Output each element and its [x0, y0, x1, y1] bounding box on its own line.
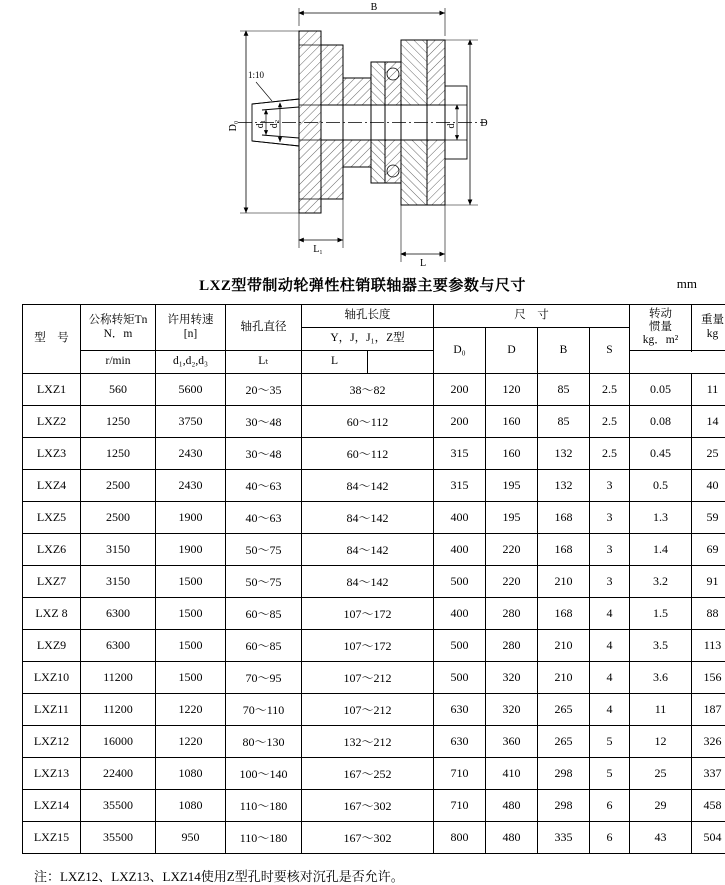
- cell-D0: 710: [434, 758, 486, 790]
- cell-speed: 2430: [156, 438, 226, 470]
- page-title: LXZ型带制动轮弹性柱销联轴器主要参数与尺寸: [0, 274, 725, 295]
- cell-D0: 400: [434, 502, 486, 534]
- cell-bore: 30～48: [226, 406, 302, 438]
- cell-model: LXZ7: [23, 566, 81, 598]
- cell-S: 3: [590, 566, 630, 598]
- cell-D0: 315: [434, 470, 486, 502]
- cell-mass: 458: [692, 790, 725, 822]
- th-torque-spacer: [368, 351, 434, 374]
- cell-D0: 400: [434, 534, 486, 566]
- cell-len: 84～142: [302, 534, 434, 566]
- cell-inertia: 3.2: [630, 566, 692, 598]
- cell-inertia: 0.05: [630, 374, 692, 406]
- cell-speed: 1220: [156, 694, 226, 726]
- cell-S: 4: [590, 630, 630, 662]
- table-row: [23, 790, 725, 822]
- cell-D0: 630: [434, 726, 486, 758]
- th-torque-line1: 公称转矩Tn: [81, 314, 155, 327]
- header-row-1: [23, 305, 725, 328]
- unit-label: mm: [677, 276, 697, 292]
- cell-S: 6: [590, 790, 630, 822]
- table-row: [23, 598, 725, 630]
- cell-inertia: 11: [630, 694, 692, 726]
- table-row: [23, 374, 725, 406]
- cell-D: 160: [486, 438, 538, 470]
- cell-len: 84～142: [302, 470, 434, 502]
- table-row: [23, 726, 725, 758]
- table-row: [23, 406, 725, 438]
- table-row: [23, 438, 725, 470]
- cell-speed: 3750: [156, 406, 226, 438]
- cell-B: 85: [538, 374, 590, 406]
- cell-mass: 91: [692, 566, 725, 598]
- th-mass-line2: kg: [692, 328, 725, 341]
- cell-inertia: 0.5: [630, 470, 692, 502]
- th-speed-line2: [n]: [156, 328, 225, 341]
- table-row: [23, 502, 725, 534]
- th-model: 型 号: [23, 305, 81, 374]
- table-row: [23, 630, 725, 662]
- cell-D: 360: [486, 726, 538, 758]
- table-row: [23, 662, 725, 694]
- cell-bore: 70～95: [226, 662, 302, 694]
- cell-D: 220: [486, 566, 538, 598]
- cell-mass: 326: [692, 726, 725, 758]
- cell-B: 210: [538, 566, 590, 598]
- th-L: L: [302, 351, 368, 374]
- cell-B: 298: [538, 790, 590, 822]
- cell-inertia: 0.45: [630, 438, 692, 470]
- table-row: [23, 694, 725, 726]
- cell-model: LXZ4: [23, 470, 81, 502]
- th-bore-line1: 轴孔直径: [226, 321, 301, 334]
- cell-B: 210: [538, 662, 590, 694]
- taper-label: 1:10: [248, 70, 265, 80]
- cell-S: 2.5: [590, 406, 630, 438]
- cell-speed: 2430: [156, 470, 226, 502]
- cell-inertia: 1.4: [630, 534, 692, 566]
- cell-bore: 40～63: [226, 470, 302, 502]
- cell-speed: 1500: [156, 598, 226, 630]
- cell-mass: 337: [692, 758, 725, 790]
- title-row: [0, 274, 725, 300]
- cell-D: 280: [486, 630, 538, 662]
- th-torque-line2: N．m: [81, 328, 155, 341]
- cell-model: LXZ5: [23, 502, 81, 534]
- cell-mass: 59: [692, 502, 725, 534]
- cell-B: 335: [538, 822, 590, 854]
- cell-D: 480: [486, 822, 538, 854]
- cell-S: 3: [590, 470, 630, 502]
- cell-len: 167～302: [302, 790, 434, 822]
- footnote: 注：LXZ12、LXZ13、LXZ14使用Z型孔时要核对沉孔是否允许。: [34, 866, 725, 885]
- cell-speed: 1080: [156, 790, 226, 822]
- cell-torque: 35500: [81, 790, 156, 822]
- cell-inertia: 12: [630, 726, 692, 758]
- table-head: [23, 305, 725, 374]
- cell-model: LXZ1: [23, 374, 81, 406]
- table-row: [23, 758, 725, 790]
- cell-torque: 11200: [81, 662, 156, 694]
- cell-speed: 1900: [156, 502, 226, 534]
- cell-torque: 3150: [81, 566, 156, 598]
- th-torque: [81, 305, 156, 351]
- cell-speed: 1500: [156, 630, 226, 662]
- cell-bore: 40～63: [226, 502, 302, 534]
- cell-D0: 400: [434, 598, 486, 630]
- cell-bore: 110～180: [226, 790, 302, 822]
- cell-bore: 30～48: [226, 438, 302, 470]
- spec-table-wrap: [22, 304, 703, 854]
- cell-inertia: 43: [630, 822, 692, 854]
- cell-torque: 22400: [81, 758, 156, 790]
- cell-model: LXZ2: [23, 406, 81, 438]
- cell-torque: 11200: [81, 694, 156, 726]
- cell-D0: 800: [434, 822, 486, 854]
- cell-mass: 113: [692, 630, 725, 662]
- cell-D: 320: [486, 694, 538, 726]
- cell-D: 195: [486, 470, 538, 502]
- cell-B: 265: [538, 726, 590, 758]
- cell-speed: 1080: [156, 758, 226, 790]
- cell-mass: 40: [692, 470, 725, 502]
- cell-D0: 315: [434, 438, 486, 470]
- cell-D: 195: [486, 502, 538, 534]
- cell-S: 5: [590, 726, 630, 758]
- th-dims: 尺 寸: [434, 305, 630, 328]
- cell-B: 168: [538, 598, 590, 630]
- cell-bore: 60～85: [226, 630, 302, 662]
- cell-speed: 1500: [156, 566, 226, 598]
- cell-bore: 100～140: [226, 758, 302, 790]
- cell-len: 107～212: [302, 694, 434, 726]
- cell-speed: 5600: [156, 374, 226, 406]
- cell-D0: 710: [434, 790, 486, 822]
- cell-mass: 11: [692, 374, 725, 406]
- cell-D0: 500: [434, 662, 486, 694]
- table-row: [23, 822, 725, 854]
- cell-len: 107～172: [302, 630, 434, 662]
- cell-model: LXZ13: [23, 758, 81, 790]
- cell-D0: 200: [434, 406, 486, 438]
- cell-torque: 2500: [81, 502, 156, 534]
- cell-model: LXZ6: [23, 534, 81, 566]
- dim-label-B: B: [371, 2, 378, 13]
- th-speed-unit: r/min: [81, 351, 156, 374]
- cell-len: 132～212: [302, 726, 434, 758]
- cell-D: 480: [486, 790, 538, 822]
- cell-model: LXZ11: [23, 694, 81, 726]
- cell-bore: 60～85: [226, 598, 302, 630]
- dim-label-L: L: [420, 258, 426, 269]
- cell-B: 298: [538, 758, 590, 790]
- cell-model: LXZ 8: [23, 598, 81, 630]
- cell-bore: 80～130: [226, 726, 302, 758]
- cell-speed: 950: [156, 822, 226, 854]
- coupling-drawing: [0, 0, 725, 272]
- cell-S: 2.5: [590, 374, 630, 406]
- cell-len: 107～172: [302, 598, 434, 630]
- cell-speed: 1220: [156, 726, 226, 758]
- th-borelen-type: Y，J，J₁，Z型: [302, 328, 434, 351]
- th-borelen: 轴孔长度: [302, 305, 434, 328]
- cell-model: LXZ10: [23, 662, 81, 694]
- spec-table: [22, 304, 725, 854]
- dim-label-D0: D₀: [228, 120, 239, 131]
- cell-model: LXZ14: [23, 790, 81, 822]
- th-inertia-line1: 转动: [630, 308, 691, 321]
- cell-len: 84～142: [302, 566, 434, 598]
- cell-mass: 69: [692, 534, 725, 566]
- cell-B: 168: [538, 534, 590, 566]
- cell-S: 3: [590, 534, 630, 566]
- cell-inertia: 0.08: [630, 406, 692, 438]
- cell-S: 6: [590, 822, 630, 854]
- cell-S: 4: [590, 694, 630, 726]
- cell-B: 132: [538, 470, 590, 502]
- dim-label-D: D: [480, 118, 487, 129]
- dim-label-L1: L₁: [313, 244, 323, 255]
- th-bore: [226, 305, 302, 351]
- cell-bore: 50～75: [226, 566, 302, 598]
- cell-mass: 156: [692, 662, 725, 694]
- cell-B: 85: [538, 406, 590, 438]
- cell-S: 5: [590, 758, 630, 790]
- cell-S: 2.5: [590, 438, 630, 470]
- cell-len: 107～212: [302, 662, 434, 694]
- cell-mass: 504: [692, 822, 725, 854]
- th-mass-line1: 重量: [692, 314, 725, 327]
- cell-S: 3: [590, 502, 630, 534]
- cell-speed: 1900: [156, 534, 226, 566]
- cell-D0: 630: [434, 694, 486, 726]
- table-row: [23, 534, 725, 566]
- cell-len: 60～112: [302, 438, 434, 470]
- cell-bore: 70～110: [226, 694, 302, 726]
- cell-D: 410: [486, 758, 538, 790]
- cell-torque: 6300: [81, 598, 156, 630]
- cell-mass: 14: [692, 406, 725, 438]
- cell-D: 120: [486, 374, 538, 406]
- cell-inertia: 3.5: [630, 630, 692, 662]
- cell-B: 168: [538, 502, 590, 534]
- cell-torque: 560: [81, 374, 156, 406]
- cell-D: 160: [486, 406, 538, 438]
- cell-model: LXZ15: [23, 822, 81, 854]
- cell-len: 38～82: [302, 374, 434, 406]
- cell-B: 210: [538, 630, 590, 662]
- cell-bore: 20～35: [226, 374, 302, 406]
- cell-S: 4: [590, 662, 630, 694]
- cell-D: 220: [486, 534, 538, 566]
- cell-inertia: 1.3: [630, 502, 692, 534]
- th-D: D: [486, 328, 538, 374]
- cell-D0: 200: [434, 374, 486, 406]
- cell-inertia: 3.6: [630, 662, 692, 694]
- table-body: [23, 374, 725, 854]
- cell-model: LXZ9: [23, 630, 81, 662]
- cell-D: 280: [486, 598, 538, 630]
- cell-torque: 2500: [81, 470, 156, 502]
- cell-torque: 3150: [81, 534, 156, 566]
- th-S: S: [590, 328, 630, 374]
- cell-inertia: 29: [630, 790, 692, 822]
- cell-S: 4: [590, 598, 630, 630]
- cell-len: 84～142: [302, 502, 434, 534]
- cell-mass: 88: [692, 598, 725, 630]
- dim-label-d: d: [446, 124, 457, 129]
- cell-D0: 500: [434, 566, 486, 598]
- cell-B: 132: [538, 438, 590, 470]
- cell-torque: 1250: [81, 406, 156, 438]
- th-speed-line1: 许用转速: [156, 314, 225, 327]
- th-D0: D₀: [434, 328, 486, 374]
- cell-torque: 6300: [81, 630, 156, 662]
- th-bore-sub: d₁,d₂,d₃: [156, 351, 226, 374]
- cell-mass: 187: [692, 694, 725, 726]
- table-row: [23, 470, 725, 502]
- th-inertia-line3: kg．m²: [630, 334, 691, 347]
- cell-D: 320: [486, 662, 538, 694]
- cell-bore: 50～75: [226, 534, 302, 566]
- dim-label-d1: d₁: [255, 120, 266, 129]
- cell-B: 265: [538, 694, 590, 726]
- cell-mass: 25: [692, 438, 725, 470]
- th-Lt: Lₜ: [226, 351, 302, 374]
- cell-D0: 500: [434, 630, 486, 662]
- cell-len: 167～302: [302, 822, 434, 854]
- table-row: [23, 566, 725, 598]
- cell-model: LXZ12: [23, 726, 81, 758]
- th-B: B: [538, 328, 590, 374]
- cell-torque: 16000: [81, 726, 156, 758]
- cell-len: 60～112: [302, 406, 434, 438]
- cell-speed: 1500: [156, 662, 226, 694]
- cell-torque: 1250: [81, 438, 156, 470]
- th-inertia-line2: 惯量: [630, 321, 691, 334]
- th-mass: [692, 305, 725, 351]
- cell-model: LXZ3: [23, 438, 81, 470]
- cell-len: 167～252: [302, 758, 434, 790]
- cell-inertia: 25: [630, 758, 692, 790]
- th-speed: [156, 305, 226, 351]
- dim-label-d2: d₂: [269, 120, 280, 129]
- cell-bore: 110～180: [226, 822, 302, 854]
- th-inertia: [630, 305, 692, 351]
- cell-torque: 35500: [81, 822, 156, 854]
- cell-inertia: 1.5: [630, 598, 692, 630]
